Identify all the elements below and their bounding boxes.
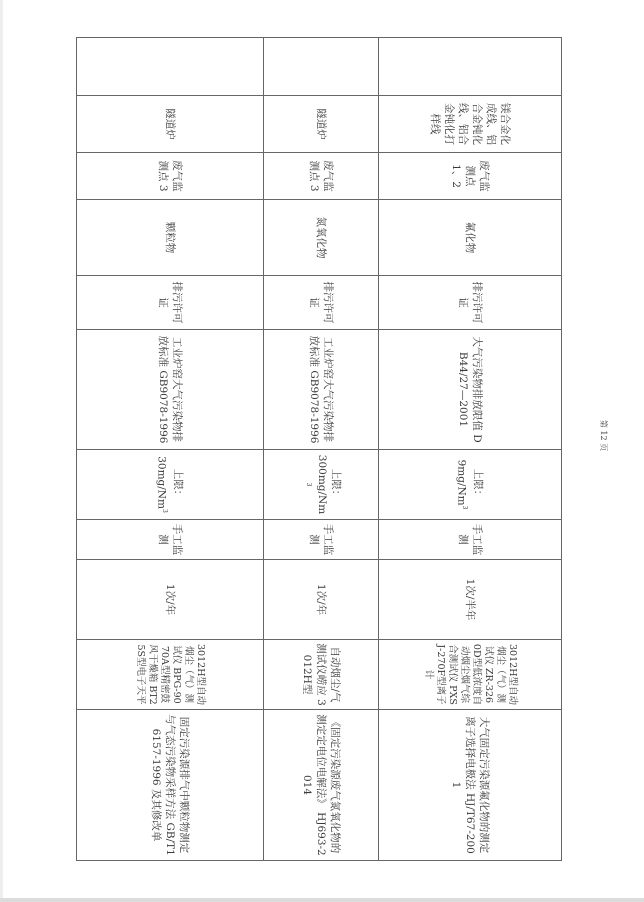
- limit-label: 上限：: [472, 468, 485, 501]
- standard-cell: 工业炉窑大气污染物排放标准 GB9078-1996: [264, 330, 379, 450]
- empty-cell: [379, 38, 562, 96]
- monitoring-table-rotated: [77, 37, 562, 860]
- limit-label: 上限：: [330, 468, 343, 501]
- method-cell: 固定污染源排气中颗粒物测定与气态污染物采样方法 GB/T16157-1996 及其修改单: [77, 710, 264, 861]
- table-row: [264, 38, 379, 861]
- page-edge: [0, 898, 644, 902]
- mode-cell: 手工监测: [77, 520, 264, 560]
- limit-sup: 3: [461, 505, 469, 510]
- limit-sup: 3: [161, 508, 169, 513]
- empty-cell: [264, 38, 379, 96]
- monitoring-table: [76, 37, 562, 861]
- limit-cell: [264, 450, 379, 520]
- limit-value: 300mg/Nm: [316, 454, 329, 515]
- process-cell: 隧道炉: [264, 96, 379, 153]
- point-cell: 废气监测点 1、2: [379, 153, 562, 200]
- limit-cell: [77, 450, 264, 520]
- pollutant-cell: 氮氧化物: [264, 200, 379, 276]
- frequency-cell: 1次/年: [77, 560, 264, 640]
- process-cell: 隧道炉: [77, 96, 264, 153]
- instrument-cell: 3012H型自动烟尘（气）测试仪 BPG-9070A型精密鼓风干燥箱 BT25S型电子天平: [77, 640, 264, 710]
- limit-cell: [379, 450, 562, 520]
- point-cell: 废气监测点 3: [264, 153, 379, 200]
- instrument-cell: 自动烟尘/气测试仪崂应 3012H型: [264, 640, 379, 710]
- page-number: 第 12 页: [599, 419, 609, 452]
- point-cell: 废气监测点 3: [77, 153, 264, 200]
- limit-value: 30mg/Nm: [155, 456, 168, 509]
- mode-cell: 手工监测: [379, 520, 562, 560]
- standard-cell: 工业炉窑大气污染物排放标准 GB9078-1996: [77, 330, 264, 450]
- pollutant-cell: 氟化物: [379, 200, 562, 276]
- table-row: [379, 38, 562, 861]
- method-cell: 大气固定污染源氟化物的测定离子选择电极法 HJ/T67-2001: [379, 710, 562, 861]
- scan-edge: [0, 0, 3, 902]
- limit-label: 上限：: [172, 468, 185, 501]
- basis-cell: 排污许可证: [77, 276, 264, 330]
- basis-cell: 排污许可证: [264, 276, 379, 330]
- frequency-cell: 1次/半年: [379, 560, 562, 640]
- standard-cell: 大气污染物排放限值 DB44/27—2001: [379, 330, 562, 450]
- frequency-cell: 1次/年: [264, 560, 379, 640]
- table-row: [77, 38, 264, 861]
- mode-cell: 手工监测: [264, 520, 379, 560]
- pollutant-cell: 颗粒物: [77, 200, 264, 276]
- process-cell: 镁合金化成线、铝合金钝化线、铝合金钝化打样线: [379, 96, 562, 153]
- instrument-cell: 3012H型自动烟尘（气）测试仪 ZR-3260D型低浓度自动烟尘烟气综合测试仪 PXSJ-270F型离子计: [379, 640, 562, 710]
- limit-sup: 3: [305, 482, 313, 487]
- method-cell: 《固定污染源废气氮氧化物的测定定电位电解法》 HJ693-2014: [264, 710, 379, 861]
- basis-cell: 排污许可证: [379, 276, 562, 330]
- limit-value: 9mg/Nm: [455, 459, 468, 506]
- empty-cell: [77, 38, 264, 96]
